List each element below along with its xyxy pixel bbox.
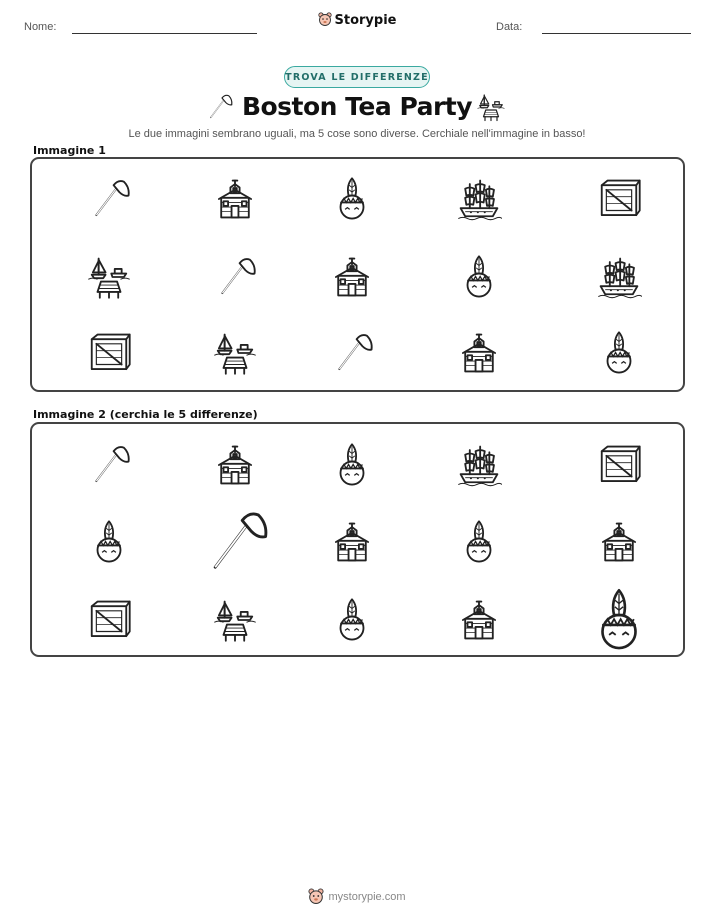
axe-icon[interactable] (329, 330, 375, 380)
schoolhouse-icon[interactable] (329, 254, 375, 304)
schoolhouse-icon[interactable] (212, 176, 258, 226)
feather-headdress-icon[interactable] (586, 587, 652, 657)
axe-icon[interactable] (86, 442, 132, 492)
schoolhouse-icon[interactable] (456, 330, 502, 380)
feather-headdress-icon[interactable] (456, 519, 502, 569)
brand-logo (0, 12, 714, 28)
axe-icon[interactable] (212, 254, 258, 304)
image1-label: Immagine 1 (33, 144, 106, 157)
harbor-pier-icon[interactable] (86, 254, 132, 304)
feather-headdress-icon[interactable] (329, 597, 375, 647)
feather-headdress-icon[interactable] (456, 254, 502, 304)
schoolhouse-icon[interactable] (456, 597, 502, 647)
harbor-pier-icon[interactable] (212, 330, 258, 380)
sailing-ship-icon[interactable] (456, 176, 502, 226)
feather-headdress-icon[interactable] (329, 442, 375, 492)
wooden-crate-icon[interactable] (596, 176, 642, 226)
image1-panel (30, 157, 685, 392)
schoolhouse-icon[interactable] (329, 519, 375, 569)
footer-url: mystorypie.com (328, 891, 406, 903)
title-harbor-pier-icon (476, 92, 506, 126)
harbor-pier-icon[interactable] (212, 597, 258, 647)
footer (0, 888, 714, 904)
activity-badge: TROVA LE DIFFERENZE (284, 66, 430, 88)
name-label: Nome: (24, 21, 57, 33)
sailing-ship-icon[interactable] (596, 254, 642, 304)
bear-logo-icon (318, 12, 332, 26)
image2-label: Immagine 2 (cerchia le 5 differenze) (33, 408, 258, 421)
brand-name: Storypie (334, 13, 397, 28)
wooden-crate-icon[interactable] (596, 442, 642, 492)
bear-logo-icon (308, 888, 324, 904)
image2-panel (30, 422, 685, 657)
feather-headdress-icon[interactable] (596, 330, 642, 380)
wooden-crate-icon[interactable] (86, 597, 132, 647)
sailing-ship-icon[interactable] (456, 442, 502, 492)
axe-icon[interactable] (86, 176, 132, 226)
feather-headdress-icon[interactable] (86, 519, 132, 569)
feather-headdress-icon[interactable] (329, 176, 375, 226)
schoolhouse-icon[interactable] (212, 442, 258, 492)
axe-icon[interactable] (199, 506, 271, 582)
page-title: Boston Tea Party (241, 92, 473, 121)
instructions: Le due immagini sembrano uguali, ma 5 cose sono diverse. Cerchiale nell'immagine in basso! (128, 128, 586, 140)
name-line[interactable] (72, 33, 257, 34)
date-line[interactable] (542, 33, 691, 34)
schoolhouse-icon[interactable] (596, 519, 642, 569)
wooden-crate-icon[interactable] (86, 330, 132, 380)
date-label: Data: (496, 21, 523, 33)
